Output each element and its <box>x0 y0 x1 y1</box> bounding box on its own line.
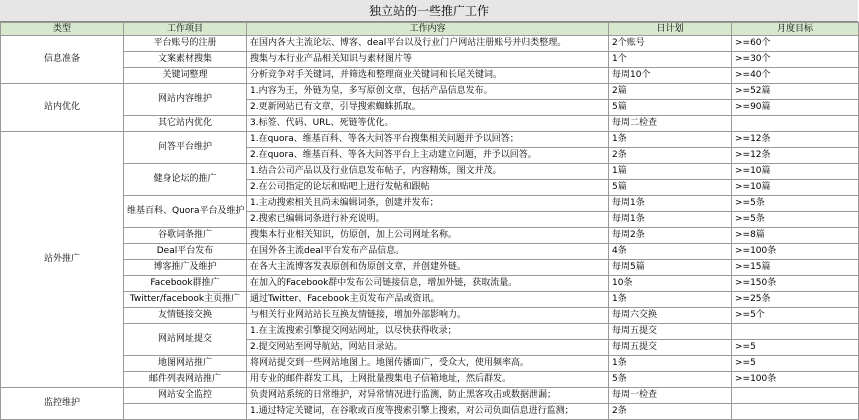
target-cell: >=150条 <box>732 276 859 292</box>
item-cell: 谷歌词条推广 <box>124 228 247 244</box>
header-daily-plan: 日计划 <box>609 23 732 36</box>
target-cell: >=30个 <box>732 52 859 68</box>
table-row <box>1 404 859 420</box>
table-row <box>1 52 859 68</box>
content-cell: 在加入的Facebook群中发布公司链接信息，增加外链，获取流量。 <box>247 276 609 292</box>
table-row <box>1 196 859 212</box>
plan-cell: 每周二检查 <box>609 116 732 132</box>
target-cell: >=5个 <box>732 308 859 324</box>
plan-cell: 2个账号 <box>609 36 732 52</box>
target-cell: >=60个 <box>732 36 859 52</box>
header-row <box>1 23 859 36</box>
target-cell: >=5 <box>732 340 859 356</box>
header-monthly-target: 月度目标 <box>732 23 859 36</box>
content-cell: 1.在主流搜索引擎提交网站网址，以尽快获得收录； <box>247 324 609 340</box>
table-row <box>1 68 859 84</box>
content-cell: 搜集与本行业产品相关知识与素材图片等 <box>247 52 609 68</box>
table-row <box>1 308 859 324</box>
plan-cell: 1条 <box>609 132 732 148</box>
item-cell: Deal平台发布 <box>124 244 247 260</box>
item-cell: 健身论坛的推广 <box>124 164 247 196</box>
item-cell: 问答平台维护 <box>124 132 247 164</box>
table-row <box>1 260 859 276</box>
content-cell: 将网站提交到一些网站地图上。地图传播面广，受众大，使用频率高。 <box>247 356 609 372</box>
header-type: 类型 <box>1 23 124 36</box>
plan-cell: 每周一检查 <box>609 388 732 404</box>
content-cell: 与相关行业网站站长互换友情链接，增加外部影响力。 <box>247 308 609 324</box>
target-cell: >=12条 <box>732 132 859 148</box>
content-cell: 负责网站系统的日常维护，对异常情况进行监测，防止黑客攻击或数据泄漏； <box>247 388 609 404</box>
target-cell: >=12条 <box>732 148 859 164</box>
content-cell: 2.搜索已编辑词条进行补充说明。 <box>247 212 609 228</box>
item-cell: 网站安全监控 <box>124 388 247 404</box>
plan-cell: 每周五提交 <box>609 324 732 340</box>
target-cell: >=5 <box>732 356 859 372</box>
table-row <box>1 84 859 100</box>
content-cell: 1.内容为王，外链为皇，多写原创文章，包括产品信息发布。 <box>247 84 609 100</box>
item-cell: 网站内容维护 <box>124 84 247 116</box>
content-cell: 分析竞争对手关键词，并筛选和整理商业关键词和长尾关键词。 <box>247 68 609 84</box>
plan-cell: 每周五提交 <box>609 340 732 356</box>
item-cell: 友情链接交换 <box>124 308 247 324</box>
plan-cell: 4条 <box>609 244 732 260</box>
table-row <box>1 372 859 388</box>
target-cell <box>732 404 859 420</box>
plan-cell: 1个 <box>609 52 732 68</box>
target-cell: >=40个 <box>732 68 859 84</box>
target-cell: >=15篇 <box>732 260 859 276</box>
item-cell: 地图网站推广 <box>124 356 247 372</box>
category-cell: 站外推广 <box>1 132 124 388</box>
table-row <box>1 132 859 148</box>
target-cell: >=10篇 <box>732 180 859 196</box>
plan-cell: 每周5篇 <box>609 260 732 276</box>
item-cell: 邮件列表网站推广 <box>124 372 247 388</box>
item-cell: 关键词整理 <box>124 68 247 84</box>
item-cell: 维基百科、Quora平台及维护 <box>124 196 247 228</box>
target-cell: >=100条 <box>732 244 859 260</box>
target-cell: >=52篇 <box>732 84 859 100</box>
target-cell: >=10篇 <box>732 164 859 180</box>
table-row <box>1 116 859 132</box>
item-cell: Facebook群推广 <box>124 276 247 292</box>
item-cell: 网站网址提交 <box>124 324 247 356</box>
item-cell <box>124 404 247 420</box>
content-cell: 2.更新网站已有文章，引导搜索蜘蛛抓取。 <box>247 100 609 116</box>
target-cell <box>732 116 859 132</box>
promotion-table <box>0 22 859 420</box>
target-cell: >=5条 <box>732 212 859 228</box>
category-cell: 站内优化 <box>1 84 124 132</box>
sheet-title: 独立站的一些推广工作 <box>0 0 858 22</box>
content-cell: 2.在quora、维基百科、等各大问答平台上主动建立问题，并予以回答。 <box>247 148 609 164</box>
content-cell: 2.提交网站至网导航站，网站目录站。 <box>247 340 609 356</box>
table-row <box>1 36 859 52</box>
table-row <box>1 324 859 340</box>
plan-cell: 1条 <box>609 292 732 308</box>
item-cell: 博客推广及维护 <box>124 260 247 276</box>
plan-cell: 5篇 <box>609 180 732 196</box>
content-cell: 1.在quora、维基百科、等各大问答平台搜集相关问题并予以回答； <box>247 132 609 148</box>
category-cell: 信息准备 <box>1 36 124 84</box>
plan-cell: 5条 <box>609 372 732 388</box>
plan-cell: 每周六交换 <box>609 308 732 324</box>
item-cell: 文案素材搜集 <box>124 52 247 68</box>
table-row <box>1 164 859 180</box>
plan-cell: 10条 <box>609 276 732 292</box>
target-cell: >=5条 <box>732 196 859 212</box>
plan-cell: 每周10个 <box>609 68 732 84</box>
plan-cell: 5篇 <box>609 100 732 116</box>
content-cell: 在国外各主流deal平台发布产品信息。 <box>247 244 609 260</box>
target-cell: >=90篇 <box>732 100 859 116</box>
plan-cell: 1条 <box>609 356 732 372</box>
plan-cell: 每周2条 <box>609 228 732 244</box>
target-cell: >=8篇 <box>732 228 859 244</box>
plan-cell: 1篇 <box>609 164 732 180</box>
target-cell: >=25条 <box>732 292 859 308</box>
item-cell: 其它站内优化 <box>124 116 247 132</box>
table-row <box>1 244 859 260</box>
target-cell: >=100条 <box>732 372 859 388</box>
plan-cell: 2篇 <box>609 84 732 100</box>
content-cell: 通过Twitter、Facebook主页发布产品或资讯。 <box>247 292 609 308</box>
item-cell: Twitter/facebook主页推广 <box>124 292 247 308</box>
item-cell: 平台账号的注册 <box>124 36 247 52</box>
target-cell <box>732 324 859 340</box>
header-content: 工作内容 <box>247 23 609 36</box>
table-row <box>1 276 859 292</box>
content-cell: 1.通过特定关键词，在谷歌或百度等搜索引擎上搜索，对公司负面信息进行监测； <box>247 404 609 420</box>
table-row <box>1 292 859 308</box>
plan-cell: 2条 <box>609 148 732 164</box>
content-cell: 2.在公司指定的论坛和贴吧上进行发帖和跟帖 <box>247 180 609 196</box>
table-row <box>1 388 859 404</box>
content-cell: 3.标签、代码、URL、死链等优化。 <box>247 116 609 132</box>
target-cell <box>732 388 859 404</box>
header-item: 工作项目 <box>124 23 247 36</box>
plan-cell: 每周1条 <box>609 196 732 212</box>
plan-cell: 2条 <box>609 404 732 420</box>
content-cell: 在各大主流博客发表原创和伪原创文章，并创建外链。 <box>247 260 609 276</box>
content-cell: 搜集本行业相关知识，仿原创，加上公司网址名称。 <box>247 228 609 244</box>
category-cell: 监控维护 <box>1 388 124 420</box>
table-row <box>1 356 859 372</box>
content-cell: 1.结合公司产品以及行业信息发布帖子，内容精炼，图文并茂。 <box>247 164 609 180</box>
table-row <box>1 228 859 244</box>
content-cell: 在国内各大主流论坛、博客、deal平台以及行业门户网站注册账号并归类整理。 <box>247 36 609 52</box>
content-cell: 用专业的邮件群发工具，上网批量搜集电子信箱地址，然后群发。 <box>247 372 609 388</box>
content-cell: 1.主动搜索相关且尚未编辑词条，创建并发布； <box>247 196 609 212</box>
plan-cell: 每周1条 <box>609 212 732 228</box>
